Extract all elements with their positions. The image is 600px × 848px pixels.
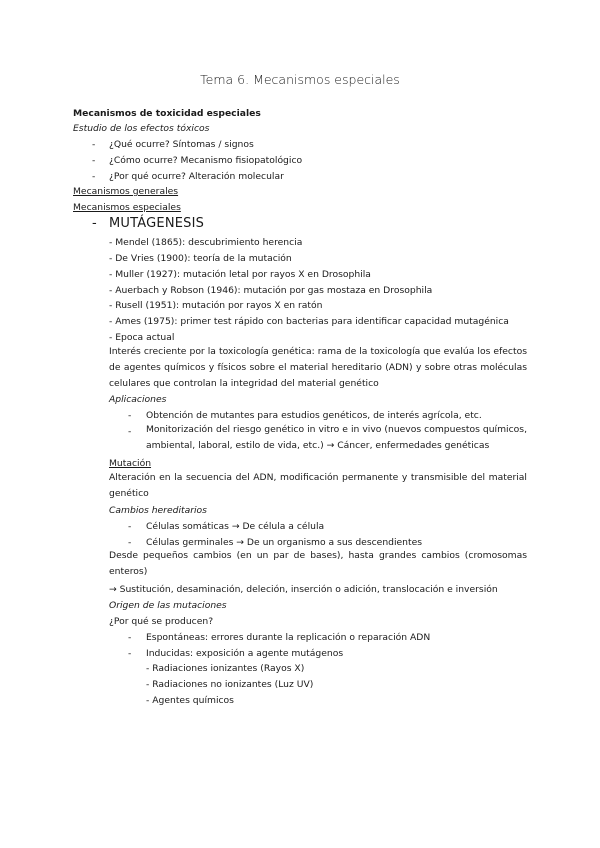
history-item: - Epoca actual <box>109 332 175 343</box>
induced-subitem: - Radiaciones ionizantes (Rayos X) <box>146 663 305 674</box>
application-item: Obtención de mutantes para estudios genéticos, de interés agrícola, etc. <box>146 410 482 421</box>
application-item: Monitorización del riesgo genético in vitro e in vivo (nuevos compuestos químicos, ambiental, laboral, estilo de vida, etc.) → Cáncer, enfermedades genéticas <box>146 424 527 452</box>
link-special-mechanisms[interactable]: Mecanismos especiales <box>73 202 181 213</box>
bullet-dash: - <box>128 521 132 532</box>
study-item: ¿Por qué ocurre? Alteración molecular <box>109 171 284 182</box>
hereditary-item: Células germinales → De un organismo a sus descendientes <box>146 537 423 548</box>
origin-item: Inducidas: exposición a agente mutágenos <box>146 648 344 659</box>
mutation-definition: Alteración en la secuencia del ADN, modificación permanente y transmisible del material genético <box>109 472 527 500</box>
hereditary-heading: Cambios hereditarios <box>109 505 207 516</box>
bullet-dash: - <box>92 171 96 182</box>
changes-paragraph: Desde pequeños cambios (en un par de bases), hasta grandes cambios (cromosomas enteros) <box>109 550 527 578</box>
mutagenesis-heading: MUTÁGENESIS <box>109 216 205 231</box>
link-general-mechanisms[interactable]: Mecanismos generales <box>73 186 179 197</box>
history-item: - Muller (1927): mutación letal por rayos X en Drosophila <box>109 269 371 280</box>
bullet-dash: - <box>128 426 132 437</box>
study-item: ¿Qué ocurre? Síntomas / signos <box>109 139 254 150</box>
bullet-dash: - <box>92 216 97 231</box>
history-item: - Ames (1975): primer test rápido con bacterias para identificar capacidad mutagénica <box>109 316 509 327</box>
induced-subitem: - Agentes químicos <box>146 695 234 706</box>
mutation-heading: Mutación <box>109 458 152 469</box>
bullet-dash: - <box>128 648 132 659</box>
history-item: - Mendel (1865): descubrimiento herencia <box>109 237 303 248</box>
study-item: ¿Cómo ocurre? Mecanismo fisiopatológico <box>109 155 303 166</box>
bullet-dash: - <box>128 410 132 421</box>
origin-heading: Origen de las mutaciones <box>109 600 227 611</box>
bullet-dash: - <box>92 155 96 166</box>
history-item: - De Vries (1900): teoría de la mutación <box>109 253 292 264</box>
section-heading: Mecanismos de toxicidad especiales <box>73 108 261 119</box>
bullet-dash: - <box>92 139 96 150</box>
study-heading: Estudio de los efectos tóxicos <box>73 123 210 134</box>
origin-item: Espontáneas: errores durante la replicación o reparación ADN <box>146 632 431 643</box>
bullet-dash: - <box>128 632 132 643</box>
interest-paragraph: Interés creciente por la toxicología genética: rama de la toxicología que evalúa los efectos de agentes químicos y físicos sobre el material hereditario (ADN) y sobre otras moléculas celulares que controlan la integridad del material genético <box>109 346 527 390</box>
applications-heading: Aplicaciones <box>109 394 167 405</box>
hereditary-item: Células somáticas → De célula a célula <box>146 521 325 532</box>
page-title: Tema 6. Mecanismos especiales <box>200 72 400 87</box>
changes-types: → Sustitución, desaminación, deleción, inserción o adición, translocación e inversión <box>109 584 498 595</box>
history-item: - Rusell (1951): mutación por rayos X en ratón <box>109 300 323 311</box>
induced-subitem: - Radiaciones no ionizantes (Luz UV) <box>146 679 314 690</box>
why-question: ¿Por qué se producen? <box>109 616 214 627</box>
bullet-dash: - <box>128 537 132 548</box>
history-item: - Auerbach y Robson (1946): mutación por gas mostaza en Drosophila <box>109 285 433 296</box>
